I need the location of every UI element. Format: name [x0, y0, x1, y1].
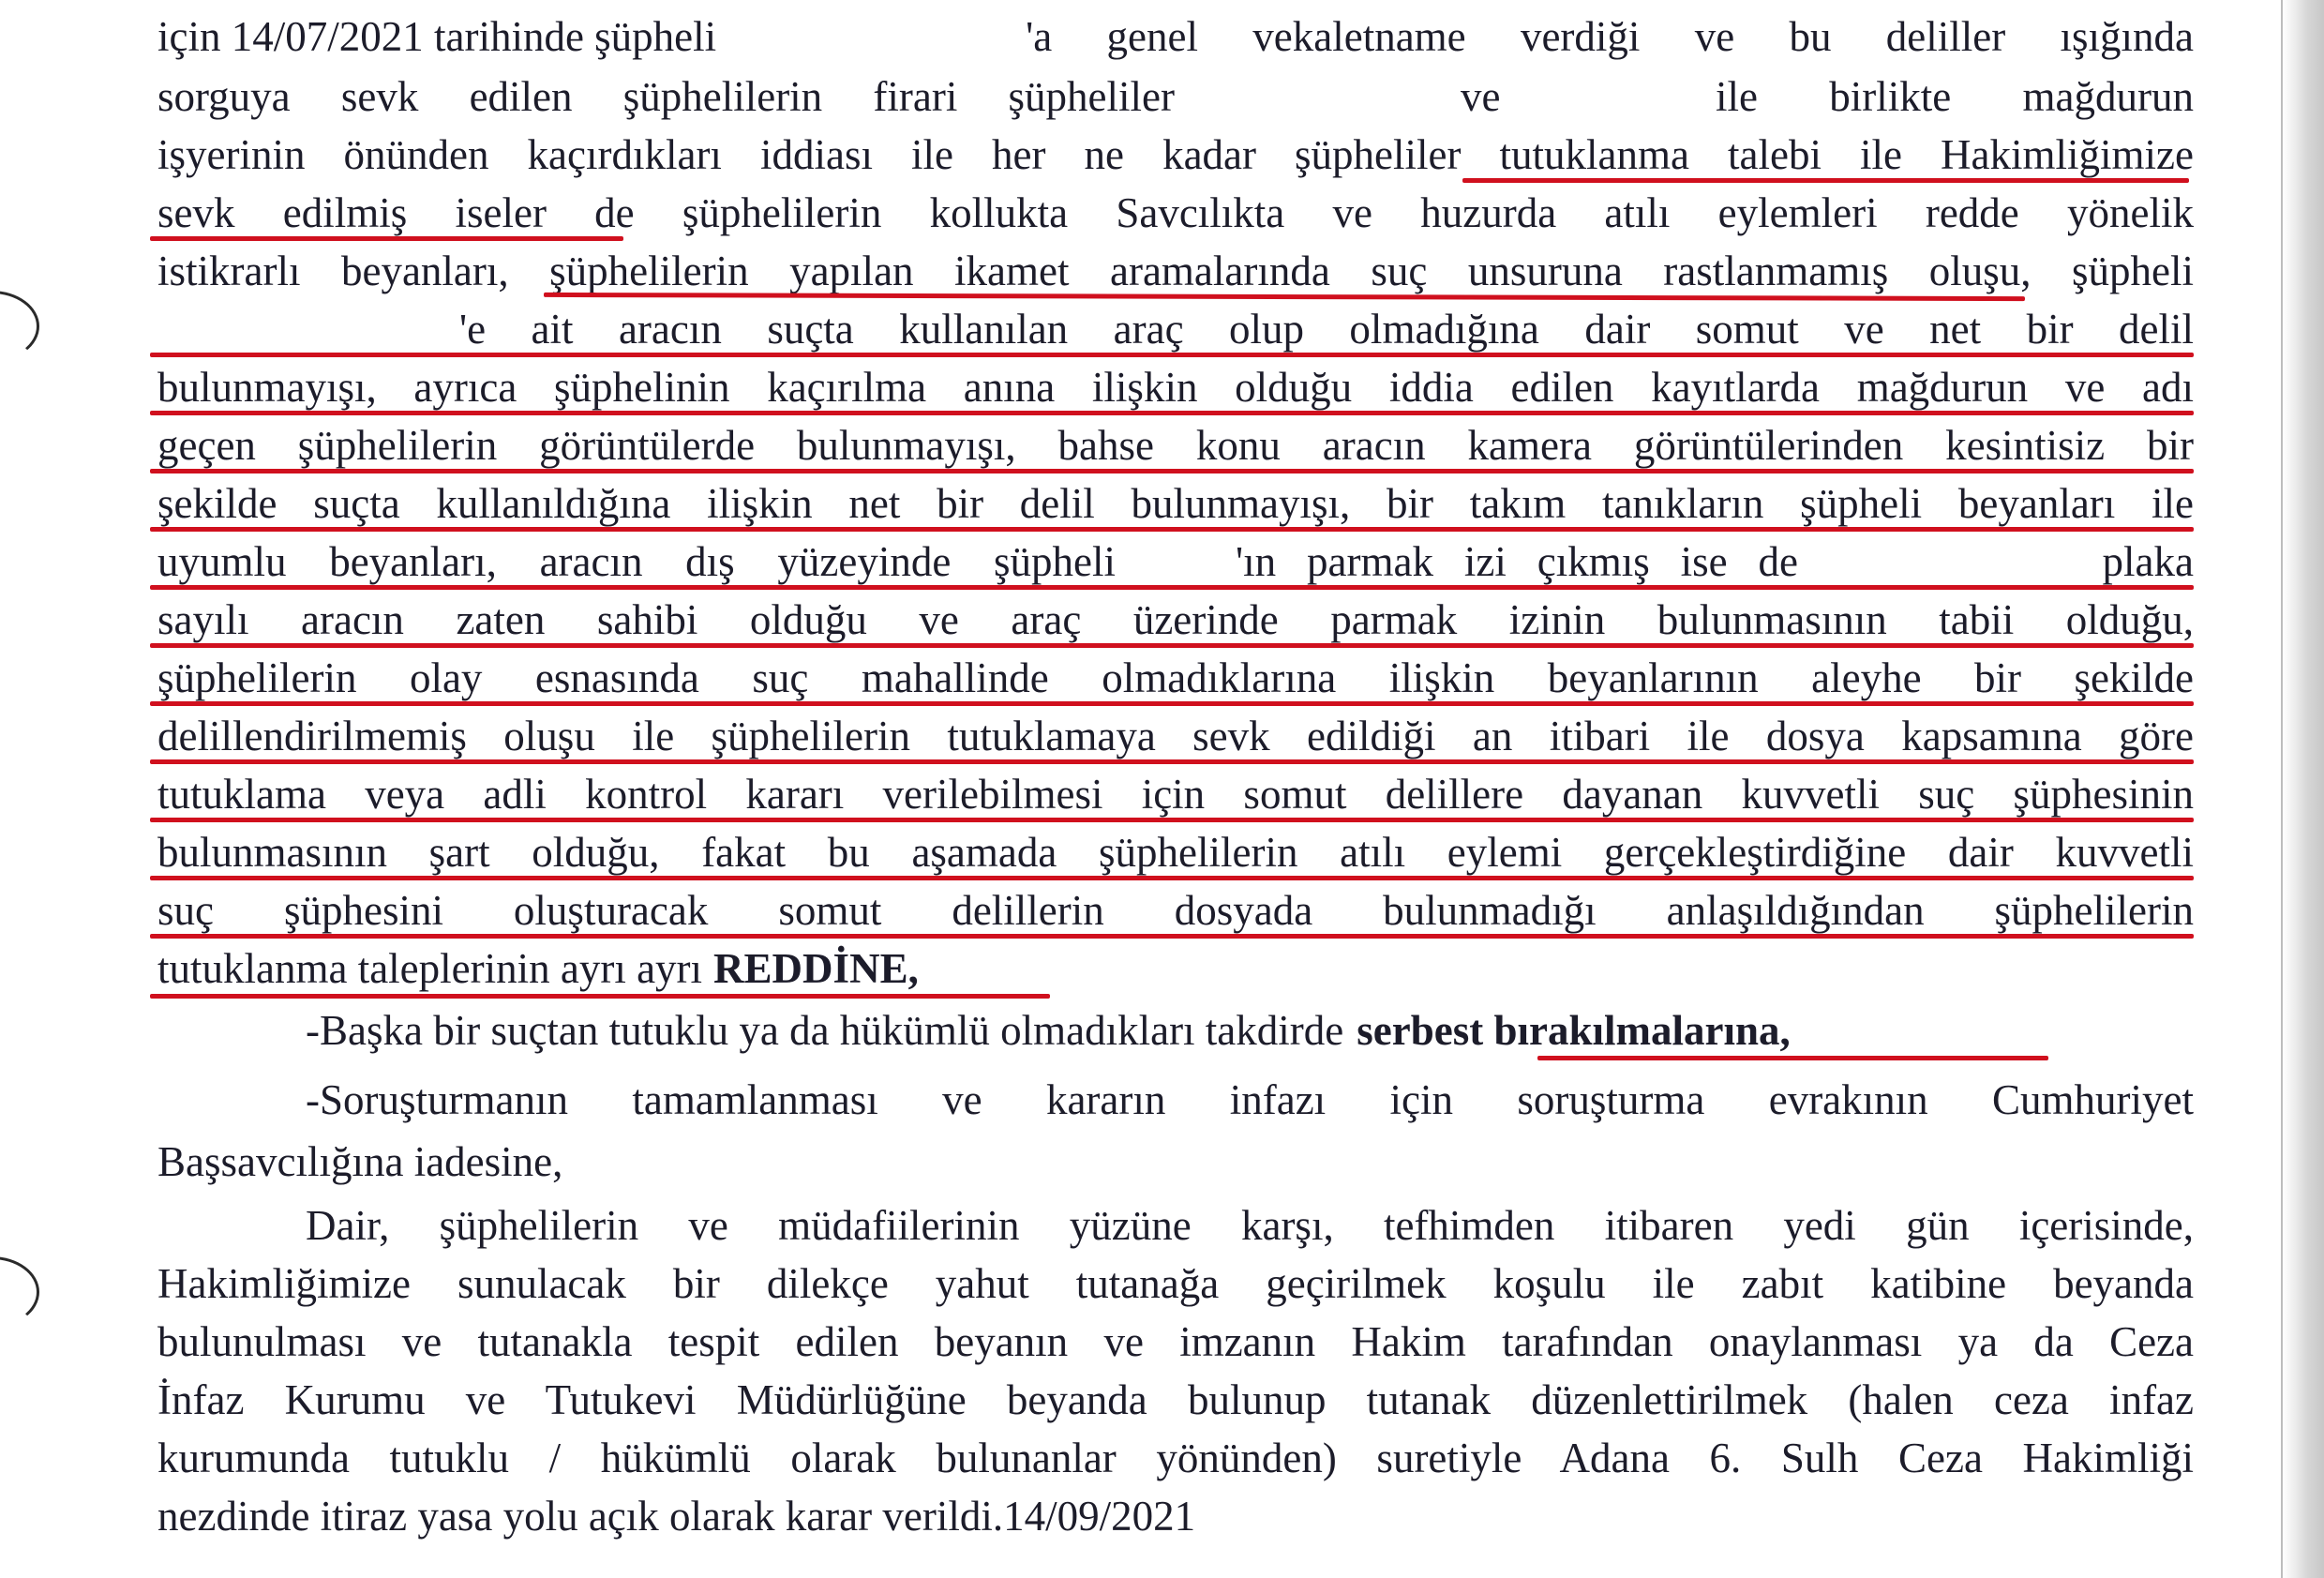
text-segment: İnfaz Kurumu ve Tutukevi Müdürlüğüne beyanda bulunup tutanak düzenlettirilmek (halen ceza infaz — [157, 1376, 2194, 1423]
text-segment: bulunmayışı, ayrıca şüphelinin kaçırılma anına ilişkin olduğu iddia edilen kayıtlarda mağdurun ve adı — [157, 364, 2194, 411]
text-segment: -Başka bir suçtan tutuklu ya da hükümlü olmadıkları takdirde — [306, 1007, 1344, 1054]
text-segment: suç şüphesini oluşturacak somut delillerin dosyada bulunmadığı anlaşıldığından şüphelilerin — [157, 887, 2194, 934]
document-line — [157, 1435, 2194, 1481]
text-segment: uyumlu beyanları, aracın dış yüzeyinde şüpheli — [157, 538, 1116, 585]
document-line — [157, 422, 2194, 469]
document-line — [157, 131, 2194, 178]
text-segment: bulunmasının şart olduğu, fakat bu aşamada şüphelilerin atılı eylemi gerçekleştirdiğine dair kuvvetli — [157, 829, 2194, 876]
document-line — [157, 829, 2194, 876]
text-segment: sorguya sevk edilen şüphelilerin firari şüpheliler — [157, 73, 1175, 120]
text-segment: şekilde suçta kullanıldığına ilişkin net bir delil bulunmayışı, bir takım tanıkların şüpheli beyanları ile — [157, 480, 2194, 527]
punch-hole-mark — [0, 1256, 39, 1328]
text-segment: -Soruşturmanın tamamlanması ve kararın infazı için soruşturma evrakının Cumhuriyet — [306, 1076, 2194, 1123]
text-segment: sayılı aracın zaten sahibi olduğu ve araç üzerinde parmak izinin bulunmasının tabii olduğu, — [157, 596, 2194, 643]
document-line — [306, 1202, 2194, 1249]
text-segment: Hakimliğimize sunulacak bir dilekçe yahut tutanağa geçirilmek koşulu ile zabıt katibine beyanda — [157, 1260, 2194, 1307]
text-segment: şüphelilerin olay esnasında suç mahallinde olmadıklarına ilişkin beyanlarının aleyhe bir şekilde — [157, 654, 2194, 701]
text-segment: tutuklanma taleplerinin ayrı ayrı — [157, 945, 703, 992]
red-underline — [150, 876, 2194, 880]
decision-keyword: REDDİNE, — [713, 945, 919, 992]
text-segment: nezdinde itiraz yasa yolu açık olarak karar verildi.14/09/2021 — [157, 1493, 1196, 1540]
text-segment: bulunulması ve tutanakla tespit edilen beyanın ve imzanın Hakim tarafından onaylanması ya da Ceza — [157, 1318, 2194, 1365]
red-underline — [150, 411, 2194, 415]
text-segment: plaka — [2102, 538, 2194, 585]
page-edge-shadow — [2283, 0, 2324, 1578]
text-segment: istikrarlı beyanları, şüphelilerin yapılan ikamet aramalarında suç unsuruna rastlanmamış oluşu, şüpheli — [157, 248, 2194, 294]
decision-keyword: serbest bırakılmalarına, — [1357, 1007, 1791, 1054]
red-underline — [150, 643, 2194, 648]
text-segment: ve — [1461, 73, 1501, 120]
document-line — [157, 13, 2194, 60]
red-underline — [150, 994, 1050, 999]
document-line — [157, 248, 2194, 294]
document-line — [157, 887, 2194, 934]
document-line — [157, 538, 2194, 585]
text-segment: ile birlikte mağdurun — [1716, 73, 2194, 120]
document-line — [157, 306, 2194, 353]
document-line — [157, 945, 2194, 992]
document-line — [306, 1007, 2194, 1054]
text-segment: geçen şüphelilerin görüntülerde bulunmayışı, bahse konu aracın kamera görüntülerinden kesintisiz bir — [157, 422, 2194, 469]
document-line — [157, 364, 2194, 411]
document-line — [157, 1493, 2194, 1540]
document-line — [157, 1376, 2194, 1423]
red-underline — [150, 701, 2194, 706]
document-line — [157, 1138, 2194, 1185]
red-underline — [150, 818, 2194, 822]
document-line — [157, 189, 2194, 236]
text-segment: 'ın parmak izi çıkmış ise de — [1236, 538, 1798, 585]
red-underline — [150, 585, 2194, 590]
document-line — [157, 1260, 2194, 1307]
red-underline — [1462, 178, 2189, 183]
text-segment: 'a genel vekaletname verdiği ve bu deliller ışığında — [1026, 13, 2194, 60]
text-segment: Başsavcılığına iadesine, — [157, 1138, 563, 1185]
red-underline — [150, 236, 623, 241]
red-underline — [1537, 1056, 2048, 1060]
document-line — [306, 1076, 2194, 1123]
document-line — [157, 713, 2194, 759]
red-underline — [150, 759, 2194, 764]
document-line — [157, 1318, 2194, 1365]
document-line — [157, 654, 2194, 701]
text-segment: sevk edilmiş iseler de şüphelilerin kollukta Savcılıkta ve huzurda atılı eylemleri redde yönelik — [157, 189, 2194, 236]
text-segment: kurumunda tutuklu / hükümlü olarak bulunanlar yönünden) suretiyle Adana 6. Sulh Ceza Hakimliği — [157, 1435, 2194, 1481]
document-line — [157, 480, 2194, 527]
red-underline — [150, 469, 2194, 473]
text-segment: 'e ait aracın suçta kullanılan araç olup olmadığına dair somut ve net bir delil — [459, 306, 2194, 353]
punch-hole-mark — [0, 291, 39, 362]
text-segment: için 14/07/2021 tarihinde şüpheli — [157, 13, 717, 60]
text-segment: Dair, şüphelilerin ve müdafiilerinin yüzüne karşı, tefhimden itibaren yedi gün içerisinde, — [306, 1202, 2194, 1249]
document-line — [157, 73, 2194, 120]
red-underline — [150, 527, 2194, 532]
document-line — [157, 771, 2194, 818]
red-underline — [150, 353, 2194, 357]
text-segment: tutuklama veya adli kontrol kararı verilebilmesi için somut delillere dayanan kuvvetli suç şüphesinin — [157, 771, 2194, 818]
document-line — [157, 596, 2194, 643]
text-segment: işyerinin önünden kaçırdıkları iddiası ile her ne kadar şüpheliler tutuklanma talebi ile Hakimliğimize — [157, 131, 2194, 178]
red-underline — [150, 934, 2194, 939]
text-segment: delillendirilmemiş oluşu ile şüphelilerin tutuklamaya sevk edildiği an itibari ile dosya kapsamına göre — [157, 713, 2194, 759]
